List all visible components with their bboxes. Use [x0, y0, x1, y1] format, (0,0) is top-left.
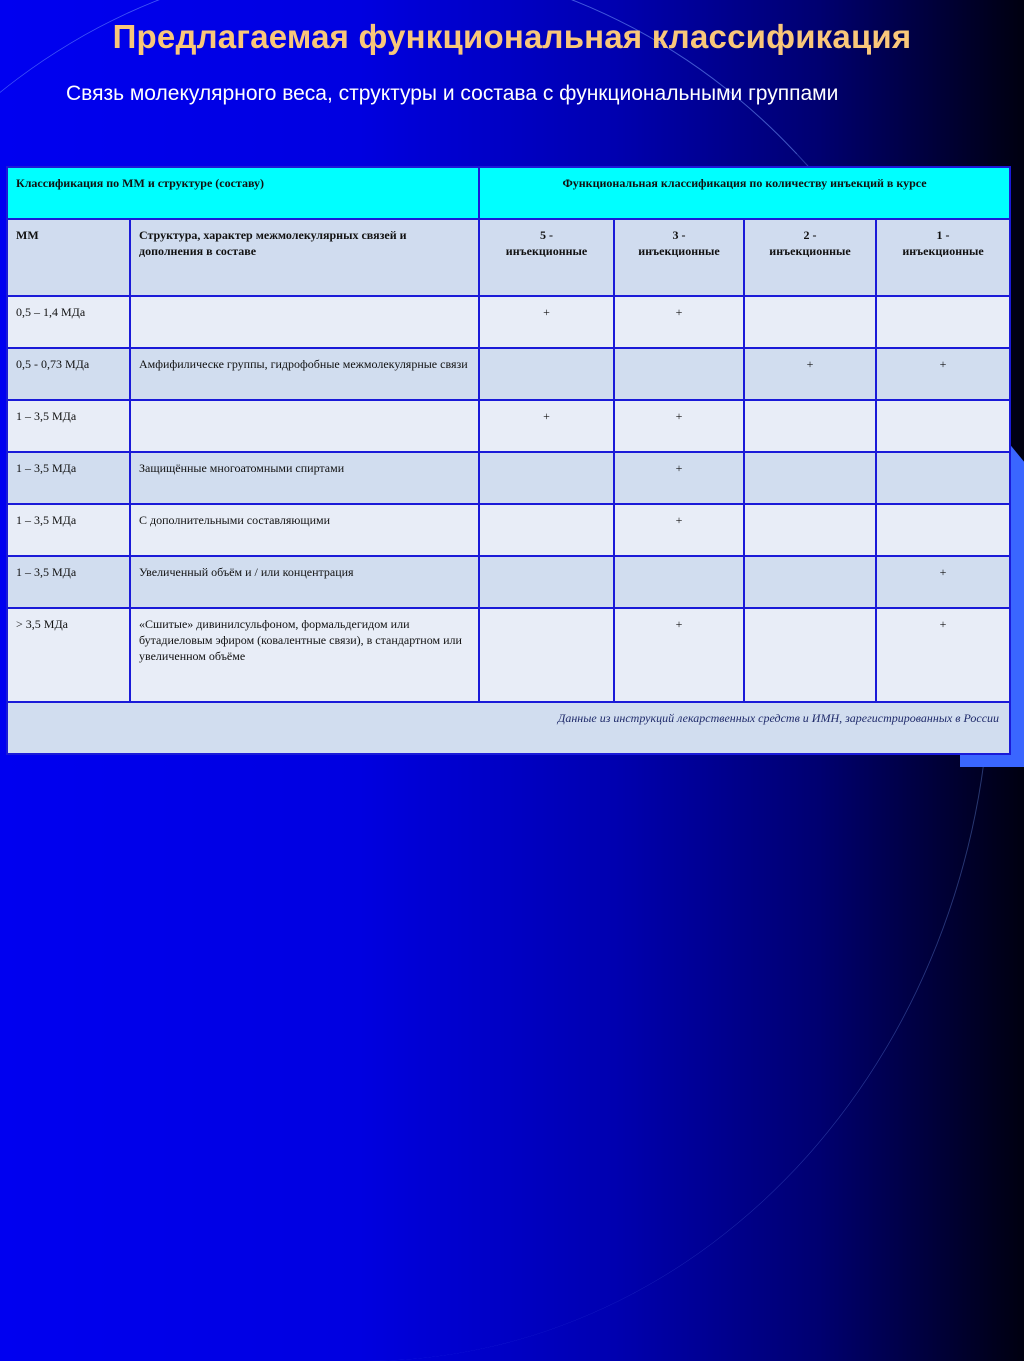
cell-1-injection — [876, 400, 1010, 452]
group-header-row — [7, 167, 1010, 219]
cell-5-injection — [479, 504, 614, 556]
cell-1-injection — [876, 452, 1010, 504]
cell-2-injection — [744, 608, 876, 702]
classification-table — [6, 166, 1011, 755]
column-header-5-number: 5 - — [540, 228, 554, 242]
cell-1-injection: + — [876, 608, 1010, 702]
column-header-3-label: инъекционные — [638, 244, 720, 258]
cell-structure: Защищённые многоатомными спиртами — [130, 452, 479, 504]
column-header-2-label: инъекционные — [769, 244, 851, 258]
column-header-1-number: 1 - — [936, 228, 950, 242]
group-header-functional: Функциональная классификация по количеству инъекций в курсе — [479, 167, 1010, 219]
cell-1-injection — [876, 504, 1010, 556]
column-header-1-label: инъекционные — [902, 244, 984, 258]
cell-5-injection — [479, 608, 614, 702]
column-header-1-injection — [876, 219, 1010, 296]
cell-3-injection: + — [614, 296, 744, 348]
table-row — [7, 296, 1010, 348]
table-row — [7, 556, 1010, 608]
cell-structure: Амфифилическе группы, гидрофобные межмолекулярные связи — [130, 348, 479, 400]
cell-3-injection: + — [614, 400, 744, 452]
cell-2-injection — [744, 504, 876, 556]
cell-mm: 1 – 3,5 МДа — [7, 504, 130, 556]
column-header-3-number: 3 - — [672, 228, 686, 242]
cell-1-injection: + — [876, 348, 1010, 400]
cell-5-injection — [479, 556, 614, 608]
cell-3-injection: + — [614, 608, 744, 702]
cell-5-injection — [479, 348, 614, 400]
cell-3-injection: + — [614, 452, 744, 504]
column-header-5-label: инъекционные — [505, 244, 588, 258]
cell-1-injection: + — [876, 556, 1010, 608]
cell-3-injection — [614, 556, 744, 608]
column-header-structure: Структура, характер межмолекулярных связей и дополнения в составе — [130, 219, 479, 296]
cell-2-injection — [744, 452, 876, 504]
cell-5-injection — [479, 452, 614, 504]
cell-2-injection — [744, 556, 876, 608]
column-header-mm: ММ — [7, 219, 130, 296]
cell-mm: 1 – 3,5 МДа — [7, 452, 130, 504]
cell-5-injection: + — [479, 296, 614, 348]
cell-structure: Увеличенный объём и / или концентрация — [130, 556, 479, 608]
cell-mm: 0,5 - 0,73 МДа — [7, 348, 130, 400]
cell-structure — [130, 296, 479, 348]
column-header-row — [7, 219, 1010, 296]
cell-structure — [130, 400, 479, 452]
cell-2-injection — [744, 400, 876, 452]
cell-2-injection — [744, 296, 876, 348]
cell-structure: «Сшитые» дивинилсульфоном, формальдегидом или бутадиеловым эфиром (ковалентные связи), в стандартном или увеличенном объёме — [130, 608, 479, 702]
cell-mm: 1 – 3,5 МДа — [7, 400, 130, 452]
column-header-2-number: 2 - — [803, 228, 817, 242]
cell-mm: > 3,5 МДа — [7, 608, 130, 702]
slide-title: Предлагаемая функциональная классификация — [112, 18, 912, 55]
cell-3-injection — [614, 348, 744, 400]
cell-mm: 1 – 3,5 МДа — [7, 556, 130, 608]
cell-3-injection: + — [614, 504, 744, 556]
column-header-2-injection — [744, 219, 876, 296]
cell-mm: 0,5 – 1,4 МДа — [7, 296, 130, 348]
cell-1-injection — [876, 296, 1010, 348]
footnote-row — [7, 702, 1010, 754]
table-row — [7, 348, 1010, 400]
cell-structure: С дополнительными составляющими — [130, 504, 479, 556]
cell-5-injection: + — [479, 400, 614, 452]
group-header-mm-structure: Классификация по ММ и структуре (составу) — [7, 167, 479, 219]
slide-subtitle: Связь молекулярного веса, структуры и состава с функциональными группами — [66, 82, 839, 105]
table-row — [7, 452, 1010, 504]
table-row — [7, 504, 1010, 556]
footnote: Данные из инструкций лекарственных средств и ИМН, зарегистрированных в России — [7, 702, 1010, 754]
column-header-5-injection — [479, 219, 614, 296]
table-row — [7, 400, 1010, 452]
cell-2-injection: + — [744, 348, 876, 400]
table-row — [7, 608, 1010, 702]
column-header-3-injection — [614, 219, 744, 296]
